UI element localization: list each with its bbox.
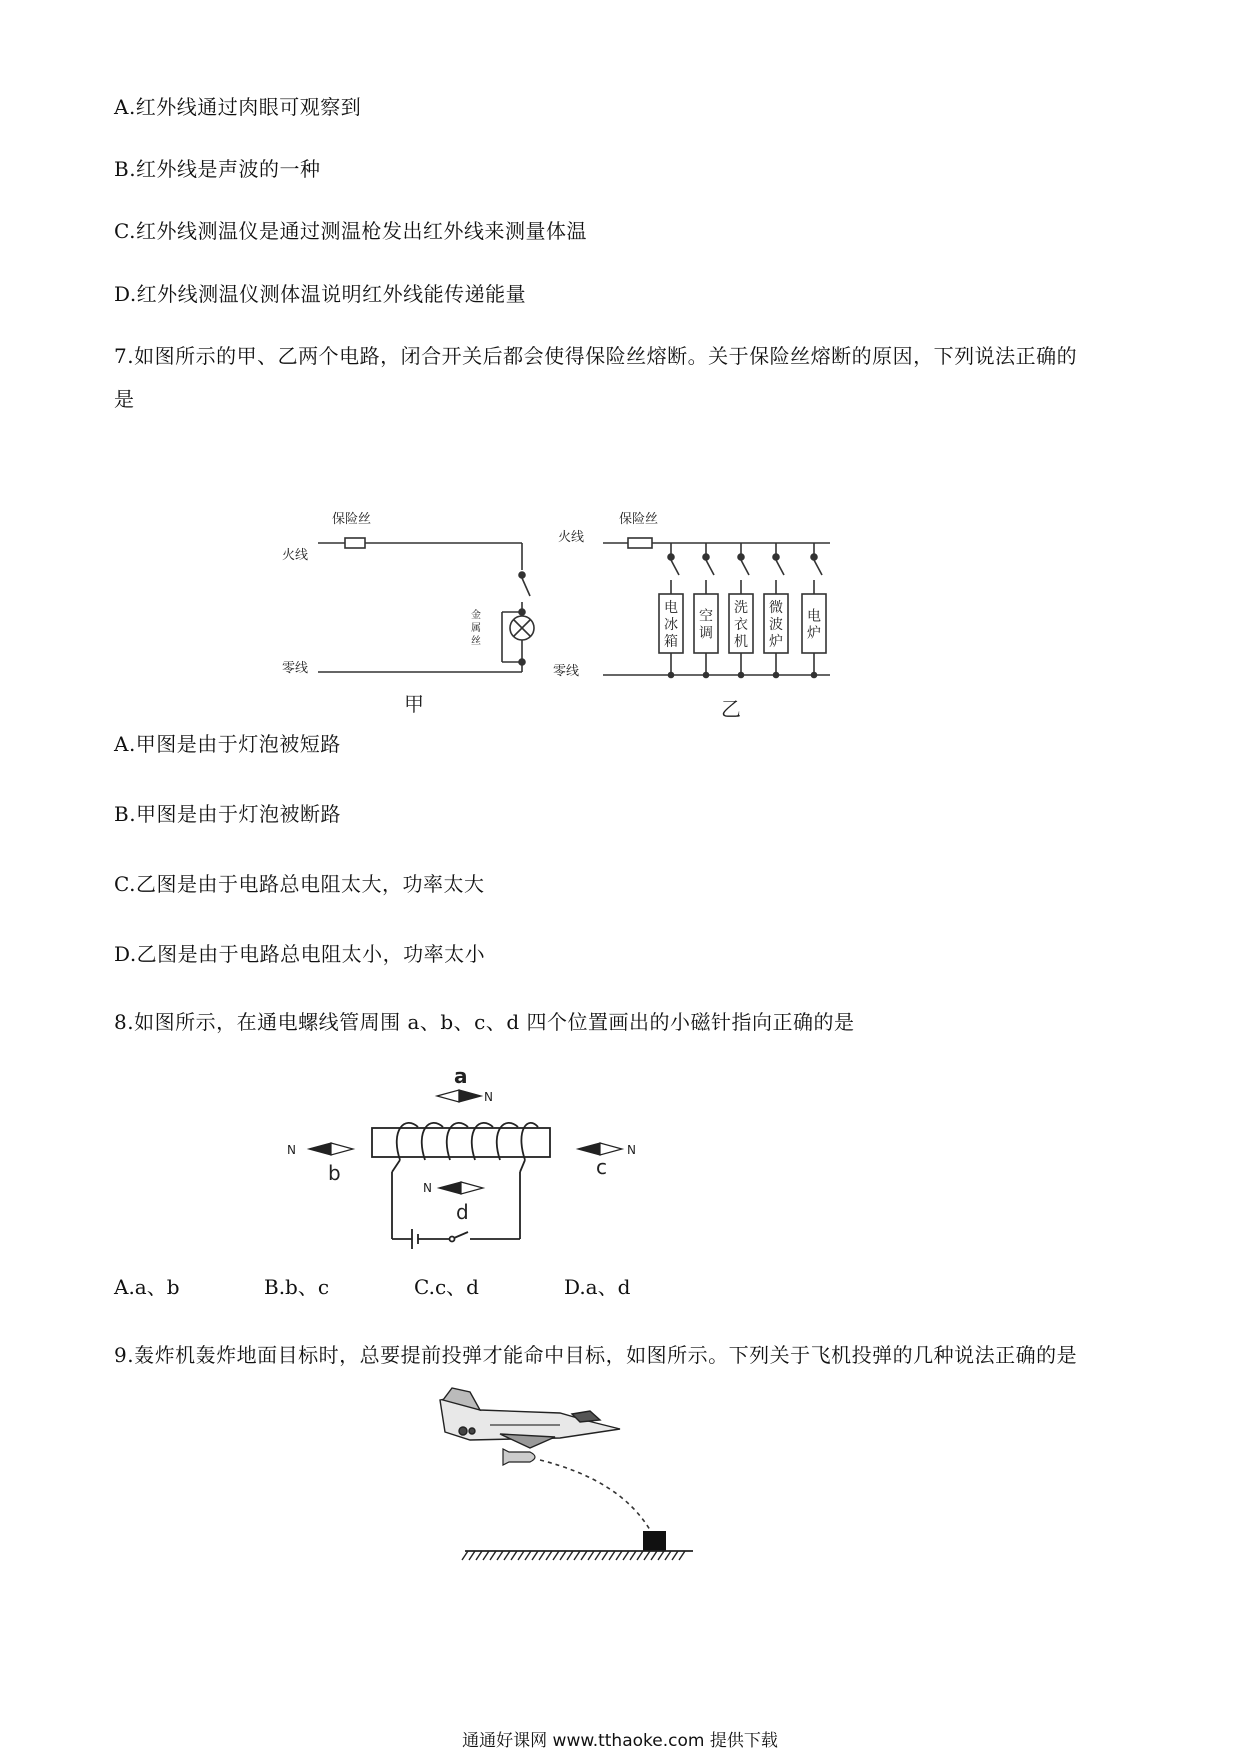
q8-north-a: N xyxy=(484,1090,493,1104)
appliance-label-char: 电 xyxy=(807,608,821,625)
q7-stem-cont: 是 xyxy=(114,387,135,411)
q7-yi-fuse-label: 保险丝 xyxy=(619,512,659,527)
appliance-label-char: 洗 xyxy=(734,600,748,616)
q8-option-c: C.c、d xyxy=(414,1275,479,1299)
q8-option-a: A.a、b xyxy=(114,1275,180,1299)
appliance-branch-1 xyxy=(694,543,718,678)
q7-jia-live-label: 火线 xyxy=(282,548,309,563)
appliance-branch-2 xyxy=(729,543,753,678)
q7-metal-label-2: 属 xyxy=(471,623,481,634)
q8-north-b: N xyxy=(287,1143,296,1157)
ground-hatching xyxy=(462,1551,685,1560)
q7-stem: 7.如图所示的甲、乙两个电路，闭合开关后都会使得保险丝熔断。关于保险丝熔断的原因，下列说法正确的 xyxy=(114,344,1078,368)
q7-metal-label-3: 丝 xyxy=(471,636,481,647)
q7-option-a: A.甲图是由于灯泡被短路 xyxy=(114,732,341,756)
appliance-label-char: 调 xyxy=(699,625,713,642)
appliance-label-char: 炉 xyxy=(769,634,783,650)
q8-north-c: N xyxy=(627,1143,636,1157)
q6-option-b: B.红外线是声波的一种 xyxy=(114,157,321,181)
appliance-branch-3 xyxy=(764,543,788,678)
bomb-trajectory xyxy=(540,1460,650,1530)
appliance-label-char: 波 xyxy=(769,617,783,633)
q7-option-d: D.乙图是由于电路总电阻太小，功率太小 xyxy=(114,942,486,966)
ground-target xyxy=(643,1531,666,1551)
q8-label-c: c xyxy=(596,1155,607,1179)
appliance-label-char: 微 xyxy=(769,600,783,616)
q8-north-d: N xyxy=(423,1181,432,1195)
q7-option-b: B.甲图是由于灯泡被断路 xyxy=(114,802,342,826)
q7-jia-fuse-label: 保险丝 xyxy=(332,512,372,527)
q7-yi-neutral-label: 零线 xyxy=(553,664,580,679)
q9-stem: 9.轰炸机轰炸地面目标时，总要提前投弹才能命中目标，如图所示。下列关于飞机投弹的几种说法正确的是 xyxy=(114,1343,1078,1367)
q8-option-b: B.b、c xyxy=(264,1275,330,1299)
page-footer: 通通好课网 www.tthaoke.com 提供下载 xyxy=(462,1731,778,1751)
appliance-branch-4 xyxy=(802,543,826,678)
q8-label-d: d xyxy=(456,1200,469,1224)
q7-option-c: C.乙图是由于电路总电阻太大，功率太大 xyxy=(114,872,485,896)
q8-option-d: D.a、d xyxy=(564,1275,631,1299)
appliance-label-char: 空 xyxy=(699,608,713,625)
jet-icon xyxy=(440,1388,620,1448)
appliance-label-char: 冰 xyxy=(664,617,678,633)
q7-yi-live-label: 火线 xyxy=(558,530,585,545)
q9-bomber-figure xyxy=(0,0,1,1)
appliance-label-char: 衣 xyxy=(734,617,748,633)
q6-option-a: A.红外线通过肉眼可观察到 xyxy=(114,95,362,119)
bomb-icon xyxy=(503,1449,535,1465)
q7-caption-yi: 乙 xyxy=(721,697,741,721)
q6-option-d: D.红外线测温仪测体温说明红外线能传递能量 xyxy=(114,282,527,306)
q8-label-a: a xyxy=(454,1064,468,1088)
appliance-branch-0 xyxy=(659,543,683,678)
q8-label-b: b xyxy=(328,1161,341,1185)
appliance-label-char: 机 xyxy=(734,634,748,650)
appliance-label-char: 电 xyxy=(664,600,678,616)
appliance-label-char: 炉 xyxy=(807,625,821,642)
q8-stem: 8.如图所示，在通电螺线管周围 a、b、c、d 四个位置画出的小磁针指向正确的是 xyxy=(114,1010,855,1034)
q7-jia-neutral-label: 零线 xyxy=(282,661,309,676)
appliance-label-char: 箱 xyxy=(664,634,678,650)
q7-caption-jia: 甲 xyxy=(404,692,424,716)
q6-option-c: C.红外线测温仪是通过测温枪发出红外线来测量体温 xyxy=(114,219,587,243)
q7-metal-label-1: 金 xyxy=(471,610,481,621)
